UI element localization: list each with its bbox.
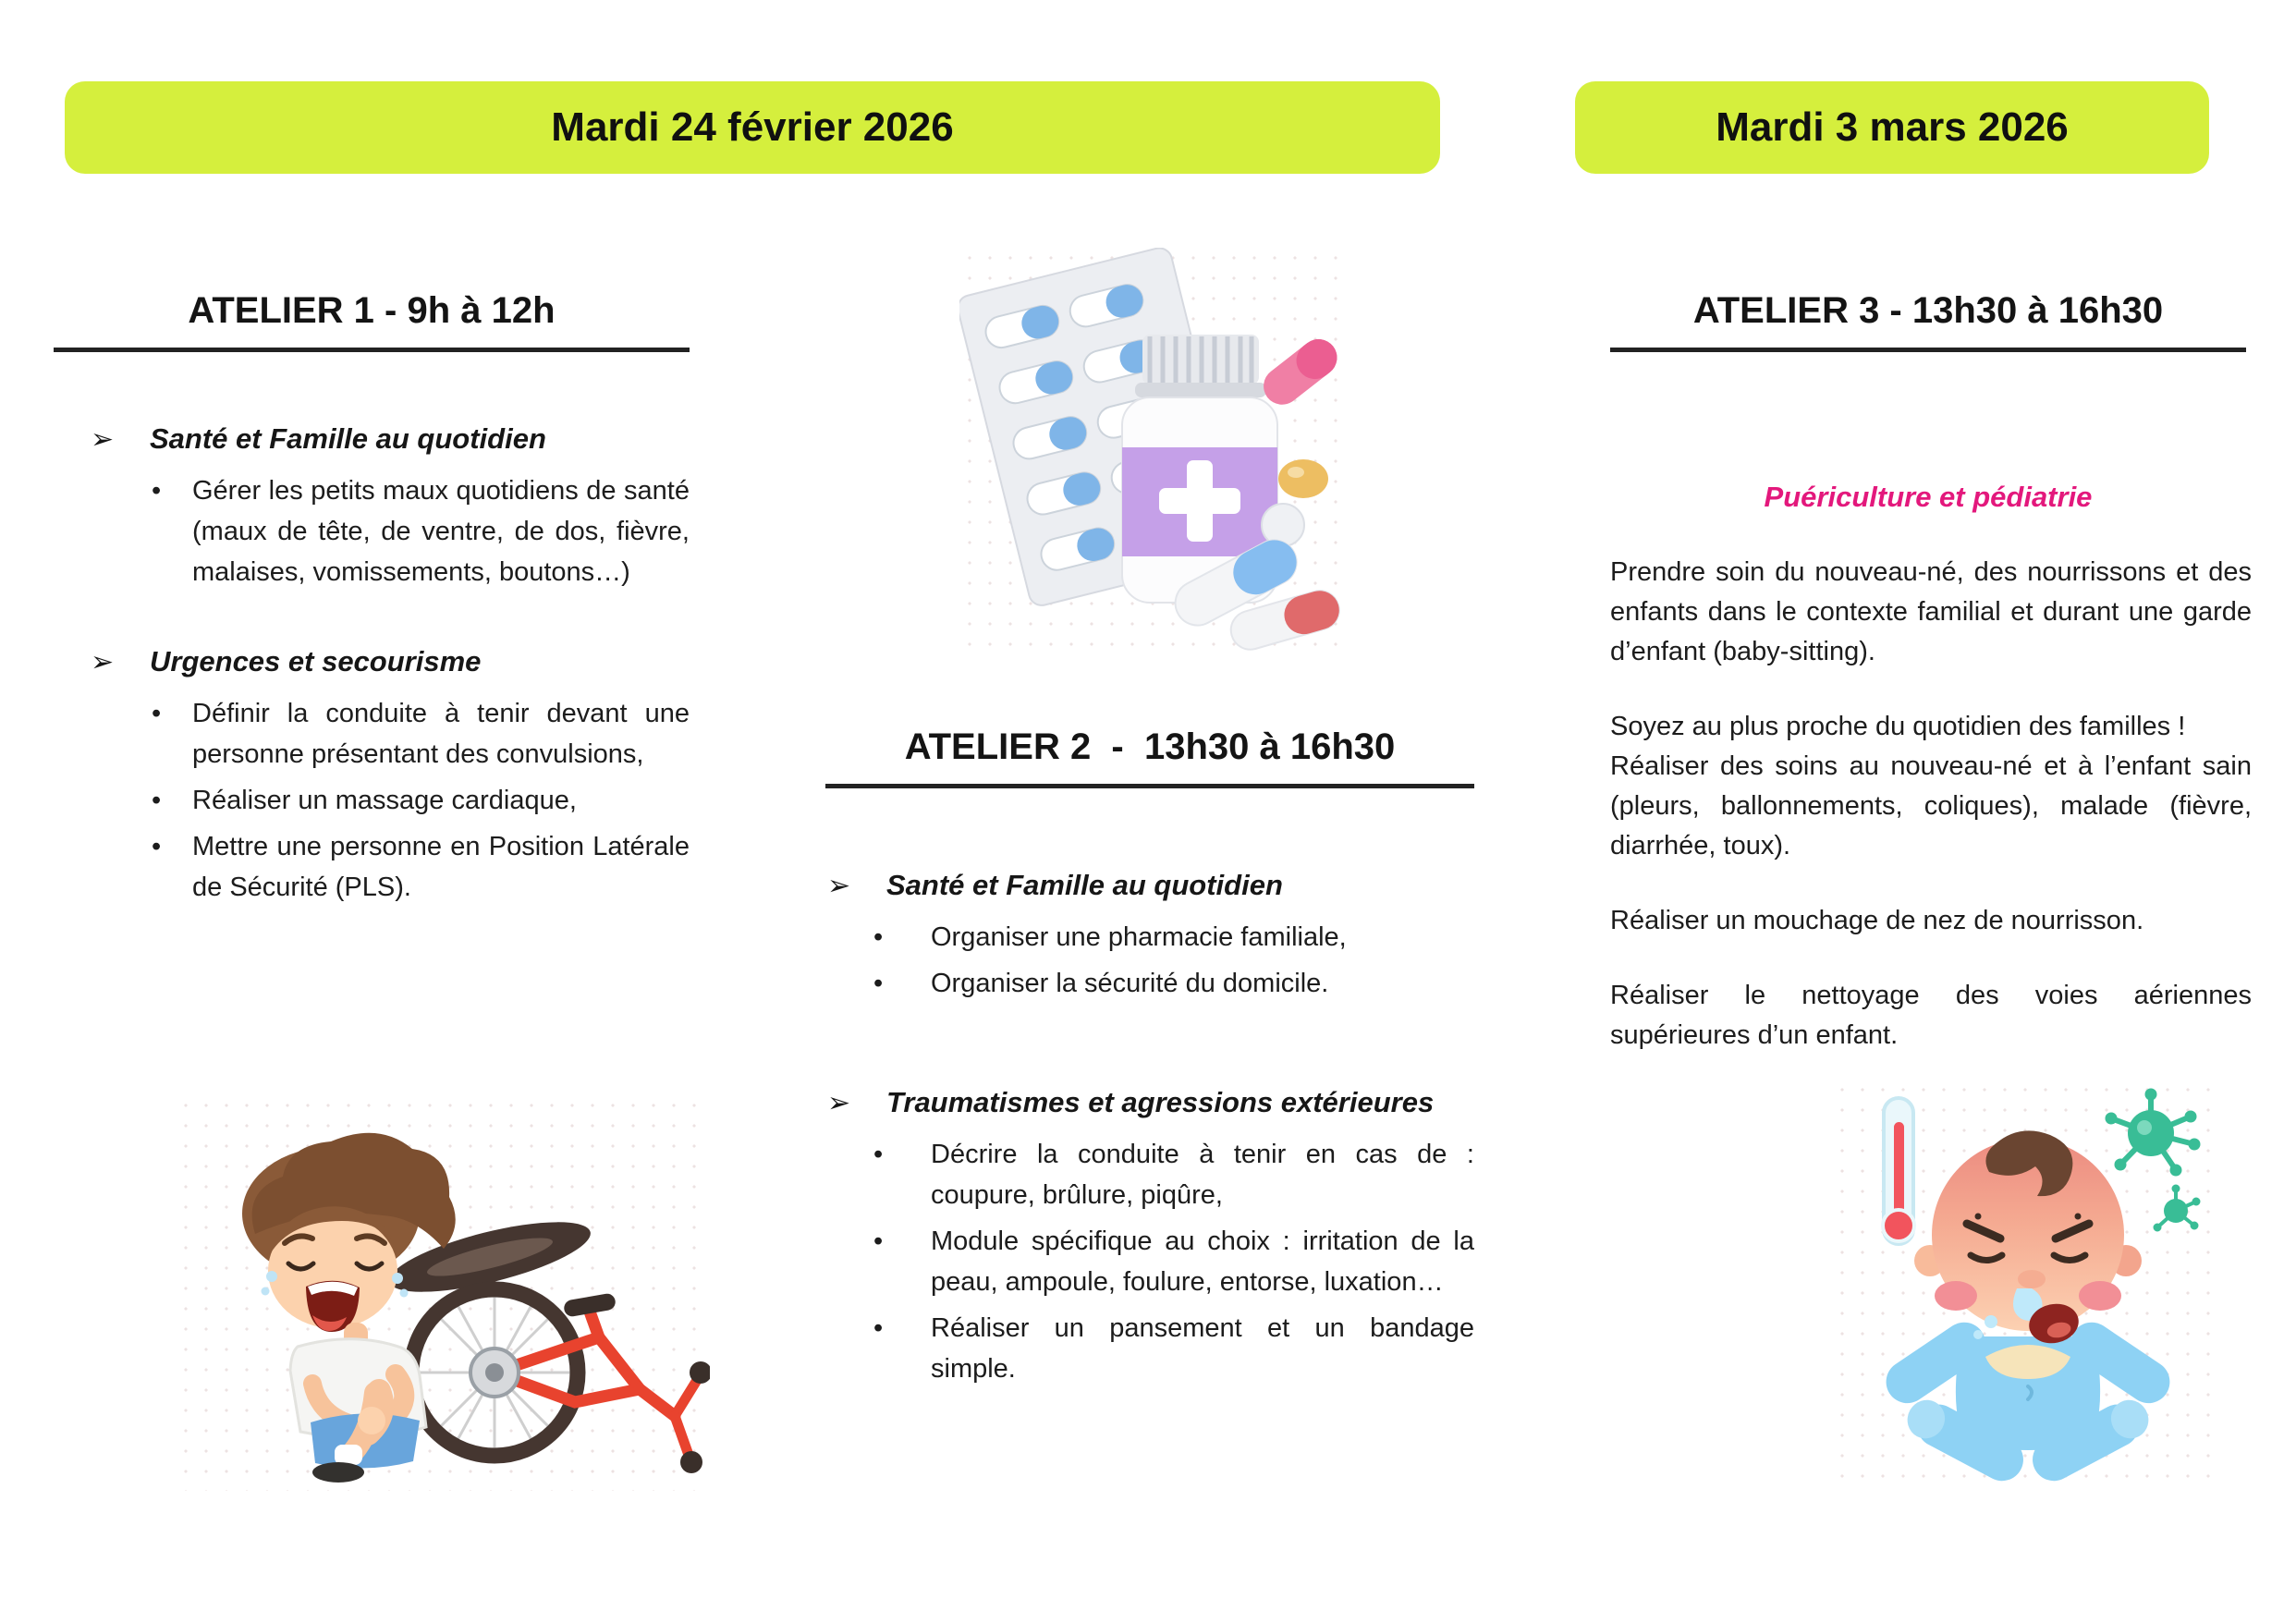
atelier2-section2-heading: [827, 1081, 1474, 1125]
list-item-text: Gérer les petits maux quotidiens de santé (maux de tête, de ventre, de dos, fièvre, malaises, vomissements, boutons…): [192, 476, 690, 587]
list-item-text: Définir la conduite à tenir devant une personne présentant des convulsions,: [192, 699, 690, 769]
paragraph: Soyez au plus proche du quotidien des familles !: [1610, 712, 2186, 741]
atelier2-content: [827, 864, 1474, 1389]
dot-bullet-icon: •: [152, 832, 162, 861]
atelier2-section2-list: [827, 1134, 1474, 1389]
atelier2-section1-list: [827, 917, 1474, 1004]
medicine-illustration-svg: [959, 248, 1351, 651]
thermometer-icon: [1883, 1098, 1914, 1244]
date-banner-march-label: Mardi 3 mars 2026: [1716, 104, 2069, 150]
list-item-text: Module spécifique au choix : irritation de la peau, ampoule, foulure, entorse, luxation…: [931, 1226, 1474, 1297]
atelier3-subtitle: Puériculture et pédiatrie: [1764, 481, 2093, 513]
list-item: [152, 780, 690, 821]
crying-boy: [242, 1133, 456, 1483]
list-item: [873, 963, 1474, 1004]
list-item-text: Organiser la sécurité du domicile.: [931, 969, 1329, 998]
atelier1-section1-list: [55, 470, 690, 592]
list-item-text: Organiser une pharmacie familiale,: [931, 922, 1347, 952]
section-heading-text: Santé et Famille au quotidien: [150, 422, 546, 455]
medicine-illustration: [959, 248, 1351, 651]
section-heading-text: Traumatismes et agressions extérieures: [886, 1086, 1435, 1118]
sick-baby-illustration-svg: [1832, 1080, 2224, 1486]
dot-bullet-icon: •: [873, 969, 884, 998]
arrow-bullet-icon: ➢: [827, 871, 851, 901]
section-heading-text: Urgences et secourisme: [150, 645, 482, 677]
atelier2-title: ATELIER 2 - 13h30 à 16h30: [825, 725, 1474, 788]
dot-bullet-icon: •: [152, 786, 162, 815]
list-item: [152, 693, 690, 775]
paragraph: Réaliser des soins au nouveau-né et à l’enfant sain (pleurs, ballonnements, coliques), malade (fièvre, diarrhée, toux).: [1610, 751, 2252, 860]
dot-bullet-icon: •: [152, 476, 162, 506]
section-heading-text: Santé et Famille au quotidien: [886, 869, 1283, 901]
list-item-text: Mettre une personne en Position Latérale de Sécurité (PLS).: [192, 832, 690, 902]
dot-bullet-icon: •: [152, 699, 162, 728]
list-item: [152, 470, 690, 592]
paragraph: Prendre soin du nouveau-né, des nourrissons et des enfants dans le contexte familial et durant une garde d’enfant (baby-sitting).: [1610, 557, 2252, 666]
atelier2-section1-heading: [827, 864, 1474, 908]
paragraph: Réaliser un mouchage de nez de nourrisson.: [1610, 906, 2144, 935]
list-item: [873, 1134, 1474, 1215]
crying-boy-bicycle-illustration: [176, 1095, 710, 1491]
accident-illustration-svg: [176, 1095, 710, 1491]
list-item: [873, 917, 1474, 958]
date-banner-february-label: Mardi 24 février 2026: [551, 104, 954, 150]
dot-bullet-icon: •: [873, 1140, 884, 1169]
sick-baby-illustration: [1832, 1080, 2224, 1486]
arrow-bullet-icon: ➢: [91, 647, 115, 677]
dot-bullet-icon: •: [873, 1313, 884, 1343]
sick-baby: [1878, 1130, 2179, 1486]
list-item: [873, 1308, 1474, 1389]
atelier1-title: ATELIER 1 - 9h à 12h: [54, 288, 690, 352]
paragraph: Réaliser le nettoyage des voies aériennes supérieures d’un enfant.: [1610, 981, 2252, 1050]
arrow-bullet-icon: ➢: [91, 424, 115, 455]
fallen-bicycle: [384, 1208, 710, 1473]
dot-bullet-icon: •: [873, 922, 884, 952]
atelier1-section1-heading: [91, 418, 690, 461]
list-item: [873, 1221, 1474, 1302]
atelier1-content: [55, 418, 690, 908]
atelier3-paragraphs: [1610, 553, 2252, 1091]
list-item-text: Réaliser un pansement et un bandage simple.: [931, 1313, 1474, 1384]
atelier3-title: ATELIER 3 - 13h30 à 16h30: [1610, 288, 2246, 352]
date-banner-february: [65, 81, 1440, 174]
arrow-bullet-icon: ➢: [827, 1088, 851, 1118]
atelier1-section2-list: [55, 693, 690, 908]
dot-bullet-icon: •: [873, 1226, 884, 1256]
atelier1-section2-heading: [91, 641, 690, 684]
list-item: [152, 826, 690, 908]
list-item-text: Réaliser un massage cardiaque,: [192, 786, 577, 815]
date-banner-march: [1575, 81, 2209, 174]
list-item-text: Décrire la conduite à tenir en cas de : coupure, brûlure, piqûre,: [931, 1140, 1474, 1210]
